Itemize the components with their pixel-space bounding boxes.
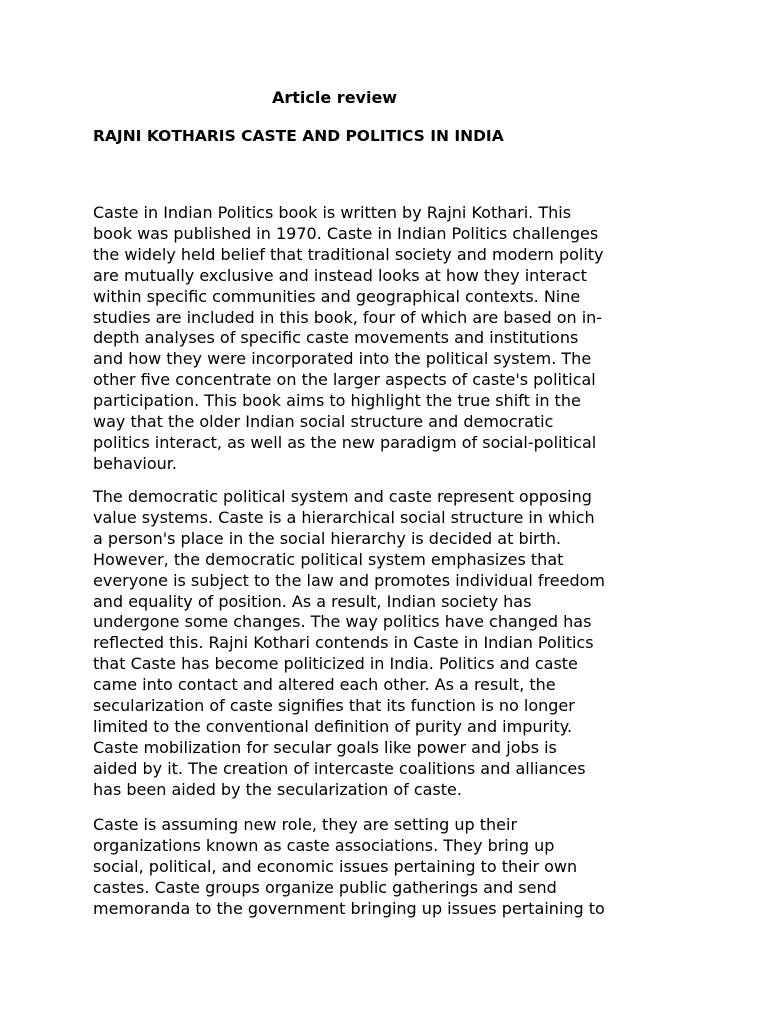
text-line: value systems. Caste is a hierarchical social structure in which [93,507,595,527]
paragraph-2 [93,487,678,801]
text-line: studies are included in this book, four of which are based on in- [93,307,603,327]
text-line: that Caste has become politicized in India. Politics and caste [93,654,578,674]
text-line: participation. This book aims to highlight the true shift in the [93,391,581,411]
text-line: secularization of caste signifies that its function is no longer [93,696,575,716]
text-line: has been aided by the secularization of caste. [93,779,462,799]
review-label: Article review [272,88,398,107]
text-line: everyone is subject to the law and promotes individual freedom [93,570,606,590]
paragraph-3 [93,815,678,920]
paragraph-1 [93,203,678,475]
text-line: However, the democratic political system emphasizes that [93,549,564,569]
article-title: RAJNI KOTHARIS CASTE AND POLITICS IN INDIA [93,127,504,145]
text-line: the widely held belief that traditional society and modern polity [93,244,604,264]
text-line: are mutually exclusive and instead looks at how they interact [93,265,587,285]
text-line: social, political, and economic issues pertaining to their own [93,856,578,876]
text-line: depth analyses of specific caste movements and institutions [93,328,579,348]
text-line: aided by it. The creation of intercaste coalitions and alliances [93,758,586,778]
text-line: reflected this. Rajni Kothari contends in Caste in Indian Politics [93,633,594,653]
text-line: other five concentrate on the larger aspects of caste's political [93,370,596,390]
text-line: organizations known as caste associations. They bring up [93,835,555,855]
text-line: within specific communities and geographical contexts. Nine [93,286,581,306]
text-line: Caste mobilization for secular goals like power and jobs is [93,737,557,757]
text-line: undergone some changes. The way politics have changed has [93,612,592,632]
text-line: politics interact, as well as the new paradigm of social-political [93,432,597,452]
text-line: The democratic political system and caste represent opposing [93,487,592,506]
text-line: a person's place in the social hierarchy is decided at birth. [93,528,562,548]
text-line: memoranda to the government bringing up issues pertaining to [93,898,605,918]
text-line: and how they were incorporated into the political system. The [93,349,592,369]
text-line: came into contact and altered each other. As a result, the [93,675,556,695]
text-line: and equality of position. As a result, Indian society has [93,591,532,611]
text-line: Caste is assuming new role, they are setting up their [93,815,518,834]
text-line: Caste in Indian Politics book is written by Rajni Kothari. This [93,203,572,222]
text-line: way that the older Indian social structure and democratic [93,412,554,432]
text-line: behaviour. [93,453,177,473]
text-line: castes. Caste groups organize public gatherings and send [93,877,557,897]
text-line: book was published in 1970. Caste in Indian Politics challenges [93,223,599,243]
text-line: limited to the conventional definition of purity and impurity. [93,716,573,736]
